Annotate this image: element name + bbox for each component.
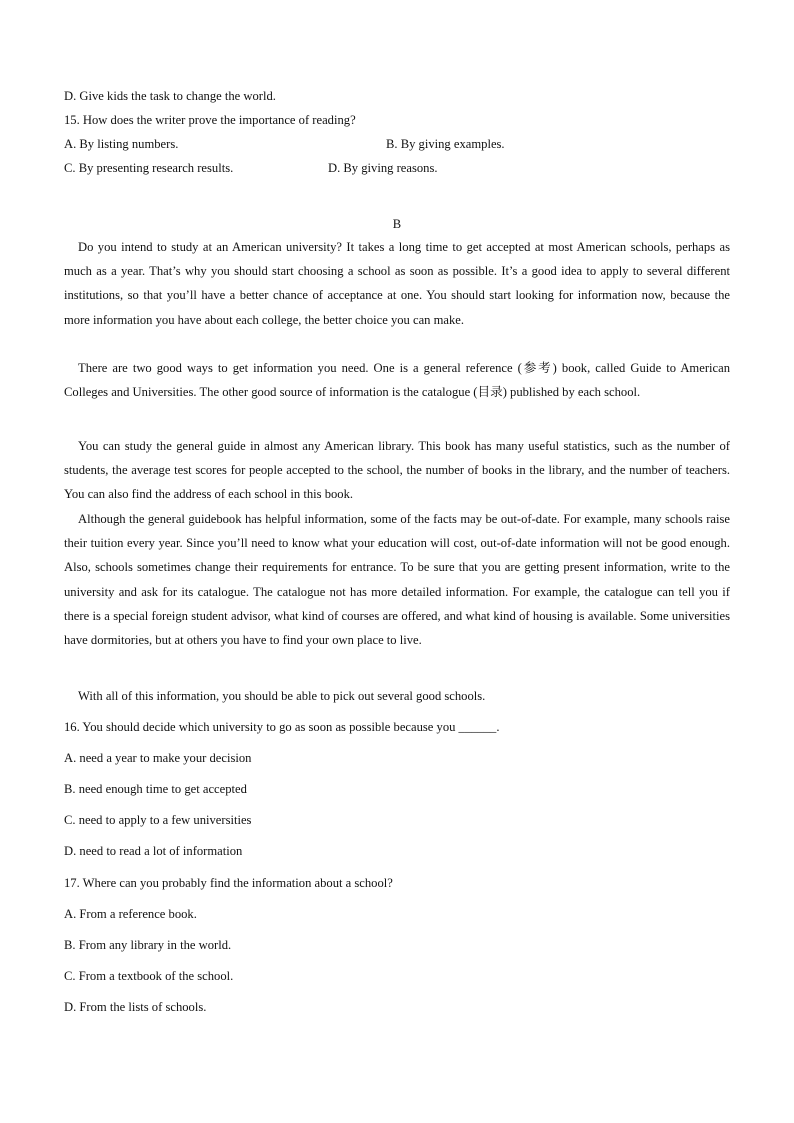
q17-option-a: A. From a reference book. (64, 907, 197, 921)
q16-option-a: A. need a year to make your decision (64, 751, 252, 765)
q17-option-d: D. From the lists of schools. (64, 1000, 207, 1014)
q17-option-c: C. From a textbook of the school. (64, 969, 234, 983)
q14-option-d: D. Give kids the task to change the world. (64, 89, 276, 103)
passage-paragraph-5: With all of this information, you should be able to pick out several good schools. (78, 689, 486, 703)
q17-option-b: B. From any library in the world. (64, 938, 232, 952)
q15-option-b: B. By giving examples. (386, 137, 505, 151)
q15-option-c: C. By presenting research results. (64, 161, 234, 175)
passage-paragraph-2: There are two good ways to get information you need. One is a general reference (参考) book, called Guide to American Colleges and Universities. The other good source of information is the catalogue (目录) published by each school. (64, 361, 730, 400)
passage-paragraph-4: Although the general guidebook has helpful information, some of the facts may be out-of-date. For example, many schools raise their tuition every year. Since you’ll need to know what your education will cost, out-of-date information will not be good enough. Also, schools sometimes change their requirements for entrance. To be sure that you are getting present information, write to the university and ask for its catalogue. The catalogue not has more detailed information. For example, the catalogue can tell you if there is a special foreign student advisor, what kind of courses are offered, and what kind of housing is available. Some universities have dormitories, but at others you have to find your own place to live. (64, 512, 730, 648)
q15-option-a: A. By listing numbers. (64, 137, 179, 151)
passage-paragraph-1: Do you intend to study at an American university? It takes a long time to get accepted at most American schools, perhaps as much as a year. That’s why you should start choosing a school as soon as possible. It’s a good idea to apply to several different institutions, so that you’ll have a better chance of acceptance at one. You should start looking for information now, because the more information you have about each college, the better choice you can make. (64, 240, 730, 327)
q16-question: 16. You should decide which university to go as soon as possible because you ______. (64, 720, 500, 734)
q17-question: 17. Where can you probably find the information about a school? (64, 876, 393, 890)
q15-option-d: D. By giving reasons. (328, 161, 438, 175)
q15-question: 15. How does the writer prove the importance of reading? (64, 113, 356, 127)
q16-option-d: D. need to read a lot of information (64, 844, 243, 858)
q16-option-c: C. need to apply to a few universities (64, 813, 252, 827)
passage-label: B (392, 217, 402, 231)
passage-paragraph-3: You can study the general guide in almost any American library. This book has many useful statistics, such as the number of students, the average test scores for people accepted to the school, the number of books in the library, and the number of teachers. You can also find the address of each school in this book. (64, 439, 730, 502)
q16-option-b: B. need enough time to get accepted (64, 782, 247, 796)
